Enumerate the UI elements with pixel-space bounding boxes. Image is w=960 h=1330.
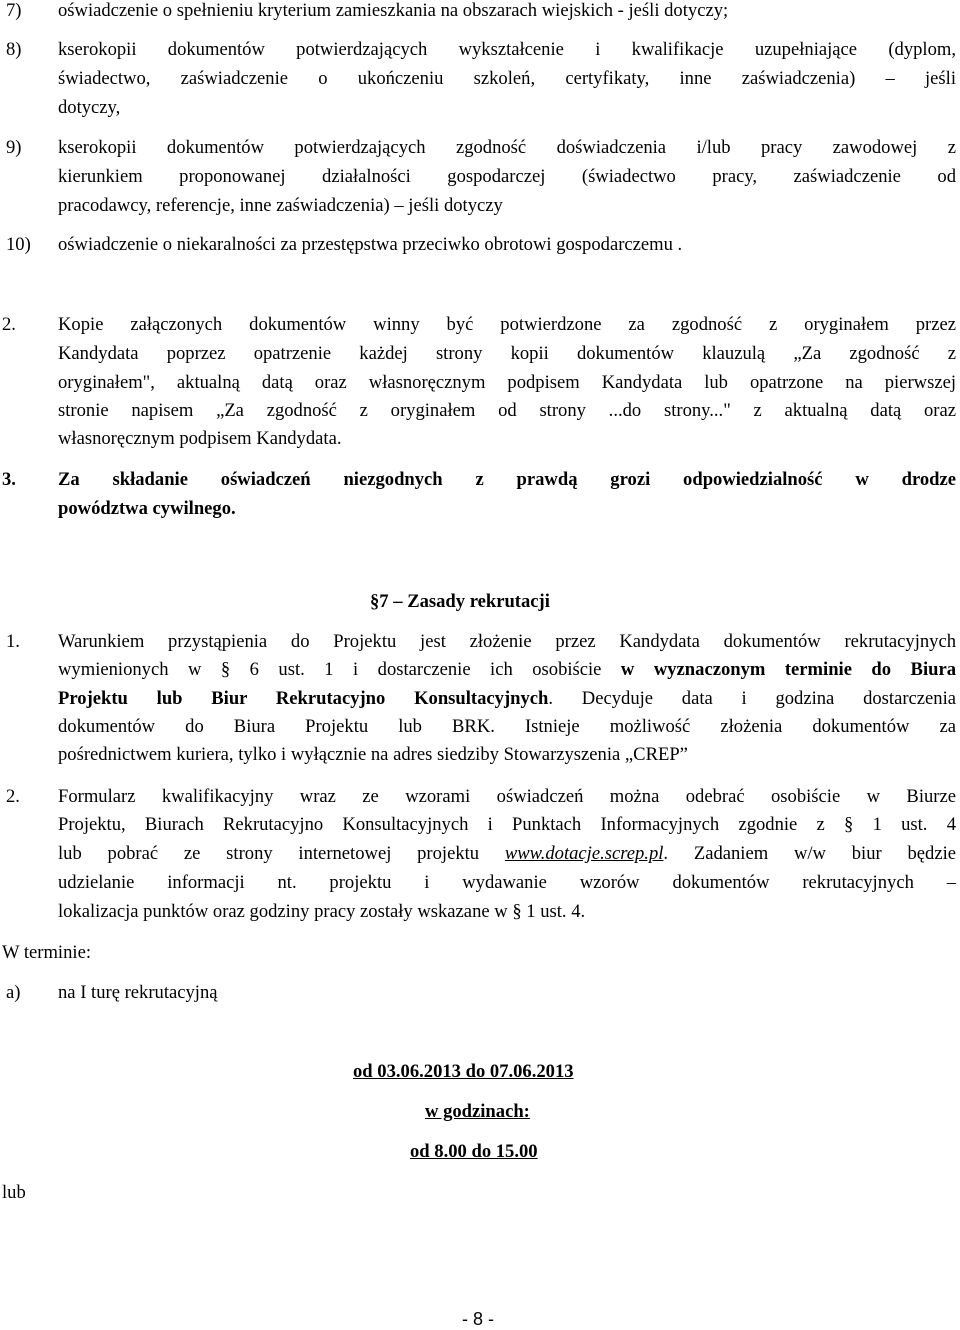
website-link[interactable]: www.dotacje.screp.pl (504, 843, 664, 864)
list-item-text: oświadczenie o niekaralności za przestępstwa przeciwko obrotowi gospodarczemu . (58, 234, 683, 255)
list-item-text: kserokopii dokumentów potwierdzających wykształcenie i kwalifikacje uzupełniające (dyplom, (58, 39, 956, 60)
paragraph-line: Formularz kwalifikacyjny wraz ze wzorami oświadczeń można odebrać osobiście w Biurze (58, 786, 956, 807)
paragraph-line: własnoręcznym podpisem Kandydata. (58, 428, 342, 449)
list-item-text: kierunkiem proponowanej działalności gospodarczej (świadectwo pracy, zaświadczenie od (58, 166, 956, 187)
list-item-text: kserokopii dokumentów potwierdzających zgodność doświadczenia i/lub pracy zawodowej z (58, 137, 956, 158)
list-item-text: świadectwo, zaświadczenie o ukończeniu szkoleń, certyfikaty, inne zaświadczenia) – jeśli (58, 68, 956, 89)
list-letter: a) (6, 982, 21, 1003)
paragraph-line: lub pobrać ze strony internetowej projektu www.dotacje.screp.pl. Zadaniem w/w biur będzie (58, 843, 956, 864)
paragraph-line: wymienionych w § 6 ust. 1 i dostarczenie ich osobiście w wyznaczonym terminie do Biura (58, 659, 956, 680)
point-number: 2. (6, 786, 20, 807)
paragraph-line: udzielanie informacji nt. projektu i wydawanie wzorów dokumentów rekrutacyjnych – (58, 872, 956, 893)
list-number: 9) (6, 137, 22, 158)
paragraph-line: lokalizacja punktów oraz godziny pracy zostały wskazane w § 1 ust. 4. (58, 901, 586, 922)
list-item-text: pracodawcy, referencje, inne zaświadczenia) – jeśli dotyczy (58, 195, 503, 216)
point-number: 1. (6, 631, 20, 652)
point-number: 3. (2, 469, 16, 490)
paragraph-line: Kopie załączonych dokumentów winny być potwierdzone za zgodność z oryginałem przez (58, 314, 956, 335)
page-number: - 8 - (462, 1309, 495, 1329)
list-number: 8) (6, 39, 22, 60)
list-number: 7) (6, 0, 22, 21)
paragraph-line: Kandydata poprzez opatrzenie każdej strony kopii dokumentów klauzulą „Za zgodność z (58, 343, 956, 364)
round-label: na I turę rekrutacyjną (58, 982, 218, 1003)
section-heading: §7 – Zasady rekrutacji (370, 591, 550, 612)
bold-warning-line: powództwa cywilnego. (58, 498, 236, 519)
list-item-text: dotyczy, (58, 97, 121, 118)
hours-label: w godzinach: (425, 1101, 530, 1122)
list-number: 10) (6, 234, 31, 255)
paragraph-line: Projektu lub Biur Rekrutacyjno Konsultacyjnych. Decyduje data i godzina dostarczenia (58, 688, 956, 709)
paragraph-line: dokumentów do Biura Projektu lub BRK. Istnieje możliwość złożenia dokumentów za (58, 716, 956, 737)
point-number: 2. (2, 314, 16, 335)
date-range: od 03.06.2013 do 07.06.2013 (353, 1061, 574, 1082)
hours-value: od 8.00 do 15.00 (410, 1141, 538, 1162)
paragraph-line: Warunkiem przystąpienia do Projektu jest złożenie przez Kandydata dokumentów rekrutacyjnych (58, 631, 956, 652)
paragraph-line: stronie napisem „Za zgodność z oryginałem od strony ...do strony..." z aktualną datą oraz (58, 400, 956, 421)
paragraph-line: oryginałem", aktualną datą oraz własnoręcznym podpisem Kandydata lub opatrzone na pierwszej (58, 372, 956, 393)
paragraph-line: pośrednictwem kuriera, tylko i wyłącznie na adres siedziby Stowarzyszenia „CREP” (58, 744, 688, 765)
term-label: W terminie: (2, 942, 91, 963)
list-item-text: oświadczenie o spełnieniu kryterium zamieszkania na obszarach wiejskich - jeśli dotyczy; (58, 0, 729, 21)
bold-warning-line: Za składanie oświadczeń niezgodnych z prawdą grozi odpowiedzialność w drodze (58, 469, 956, 490)
paragraph-line: Projektu, Biurach Rekrutacyjno Konsultacyjnych i Punktach Informacyjnych zgodnie z § 1 ust. 4 (58, 814, 956, 835)
or-label: lub (2, 1182, 26, 1203)
